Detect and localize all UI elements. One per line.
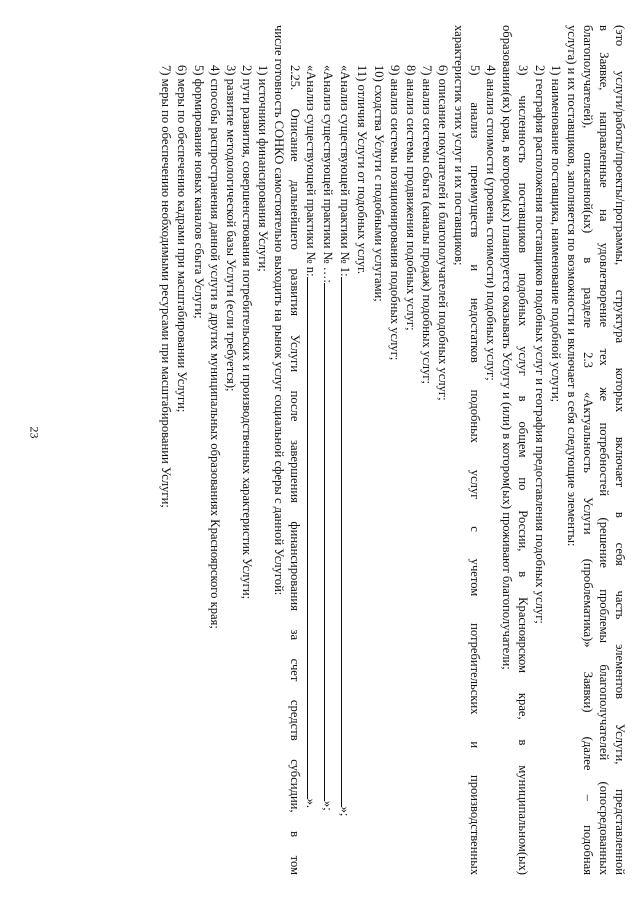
- analysis-practice-1-label: «Анализ существующей практики № 1:: [338, 65, 353, 277]
- blank-line: [307, 277, 320, 799]
- list-item: 1) источники финансирования Услуги;: [255, 65, 270, 272]
- list-item-3-line-1: 3) численность поставщиков подобных услуг в общем по России, в Красноярском крае, в муниципальном(ых): [516, 65, 531, 875]
- list-item-3-line-2: образовании(ях) края, в котором(ых) планируется оказывать Услугу и (или) в котором(ых) проживают благополучатели;: [500, 25, 515, 670]
- blank-line: [341, 277, 354, 807]
- list-item: 6) описание покупателей и благополучателей подобных услуг;: [435, 65, 450, 401]
- intro-line-3: благополучателей), описанной(ых) в разделе 2.3 «Актуальность Услуги (проблематика)» Заявки) (далее – подобная: [580, 25, 595, 875]
- analysis-practice-2-label: «Анализ существующей практики № …:: [321, 65, 336, 283]
- section-2-25-line-1: 2.25. Описание дальнейшего развития Услуги после завершения финансирования за счет средств субсидии, в том: [288, 65, 303, 875]
- analysis-practice-n-label: «Анализ существующей практики № n:: [304, 65, 319, 277]
- list-item: 2) пути развития, совершенствования потребительских и производственных характеристик Услуги;: [239, 65, 254, 600]
- list-item-5-line-2: характеристик этих услуг и их поставщиков;: [452, 25, 467, 266]
- list-item-5-line-1: 5) анализ преимуществ и недостатков подобных услуг с учетом потребительских и производственных: [468, 65, 483, 875]
- section-2-25-line-2: числе готовность СОНКО самостоятельно выходить на рынок услуг социальной сферы с данной Услугой:: [272, 25, 287, 596]
- list-item: 11) отличия Услуги от подобных услуг.: [355, 65, 370, 275]
- analysis-practice-n-close: ».: [304, 798, 319, 809]
- list-item: 9) анализ системы позиционирования подобных услуг;: [387, 65, 402, 361]
- intro-line-4: услуга) и их поставщиков, заполняется по возможности и включает в себя следующие элементы:: [564, 25, 579, 547]
- page-number: 23: [27, 426, 42, 439]
- list-item: 7) меры по обеспечению необходимыми ресурсами при масштабировании Услуги;: [159, 65, 174, 508]
- analysis-practice-1: [337, 25, 354, 875]
- document-body: [158, 25, 628, 875]
- intro-line-1: (это услуги/работы/проекты/программы, структура которых включает в себя часть элементов Услуги, представленной: [613, 25, 627, 875]
- blank-line: [324, 283, 337, 801]
- list-item: 1) наименование поставщика, наименование подобной услуги;: [548, 65, 563, 403]
- list-item: 2) география расположения поставщиков подобных услуг и география предоставления подобных услуг;: [532, 65, 547, 624]
- analysis-practice-2-close: »;: [321, 800, 336, 811]
- rotated-page: [0, 25, 640, 875]
- analysis-practice-n: [303, 25, 320, 875]
- list-item: 6) меры по обеспечению кадрами при масштабировании Услуги;: [175, 65, 190, 413]
- list-item: 5) формирование новых каналов сбыта Услуги;: [191, 65, 206, 319]
- list-item: 4) анализ стоимости (уровень стоимости) подобных услуг;: [484, 65, 499, 381]
- intro-line-2: в Заявке, направленные на удовлетворение тех же потребностей (решение проблемы благополучателей (опосредованных: [596, 25, 611, 875]
- list-item: 10) сходства Услуги с подобными услугами;: [371, 65, 386, 302]
- list-item: 3) развитие методологической базы Услуги (если требуется);: [223, 65, 238, 392]
- list-item: 7) анализ системы сбыта (каналы продаж) подобных услуг;: [419, 65, 434, 385]
- list-item: 4) способы распространения данной услуги в других муниципальных образованиях Красноярского края;: [207, 65, 222, 629]
- analysis-practice-1-close: »;: [338, 806, 353, 817]
- analysis-practice-2: [320, 25, 337, 875]
- list-item: 8) анализ системы продвижения подобных услуг;: [403, 65, 418, 331]
